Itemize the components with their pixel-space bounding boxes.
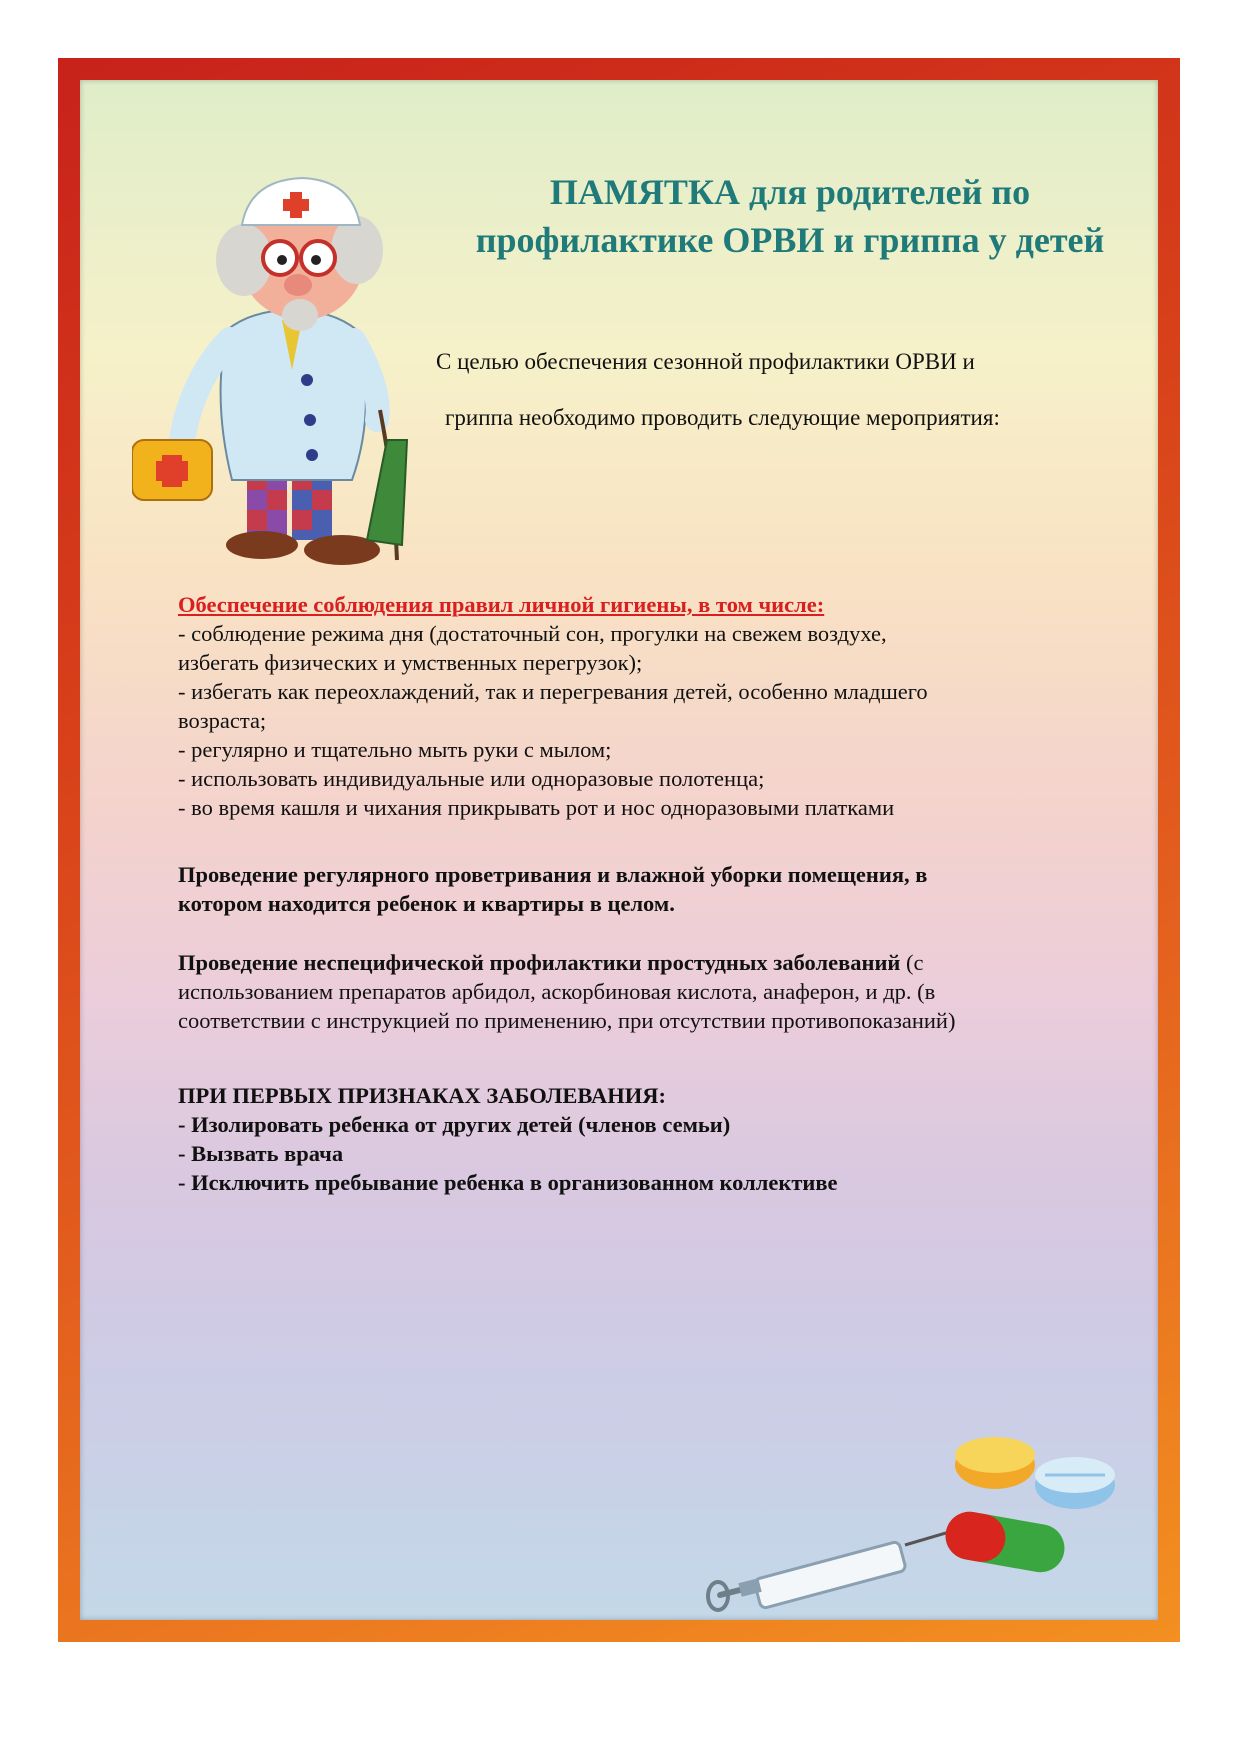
- main-content: [178, 590, 1168, 1197]
- hygiene-heading: Обеспечение соблюдения правил личной гигиены, в том числе:: [178, 592, 825, 617]
- ventilation-line-2: котором находится ребенок и квартиры в целом.: [178, 891, 675, 916]
- doctor-legs: [226, 470, 380, 565]
- doctor-illustration: [132, 140, 432, 570]
- page-title: [410, 168, 1170, 264]
- tablet-blue-icon: [1035, 1457, 1115, 1509]
- list-item: - соблюдение режима дня (достаточный сон, прогулки на свежем воздухе,: [178, 621, 887, 646]
- first-signs-heading: ПРИ ПЕРВЫХ ПРИЗНАКАХ ЗАБОЛЕВАНИЯ:: [178, 1083, 666, 1108]
- list-item: - Изолировать ребенка от других детей (членов семьи): [178, 1112, 731, 1137]
- list-item: - избегать как переохлаждений, так и перегревания детей, особенно младшего: [178, 679, 928, 704]
- intro-text: [436, 340, 1176, 452]
- hygiene-section: [178, 590, 1168, 822]
- list-item: - Исключить пребывание ребенка в организованном коллективе: [178, 1170, 838, 1195]
- poster-panel: [80, 80, 1158, 1620]
- prevention-section: [178, 948, 1168, 1035]
- list-item: - использовать индивидуальные или одноразовые полотенца;: [178, 766, 765, 791]
- capsule-icon: [942, 1508, 1069, 1576]
- umbrella-icon: [367, 410, 407, 560]
- list-item: - Вызвать врача: [178, 1141, 344, 1166]
- pills-syringe-illustration: [700, 1420, 1160, 1650]
- title-line-2: профилактике ОРВИ и гриппа у детей: [475, 220, 1105, 260]
- list-item: избегать физических и умственных перегрузок);: [178, 650, 643, 675]
- prevention-heading: Проведение неспецифической профилактики простудных заболеваний: [178, 950, 901, 975]
- prevention-tail: (с: [900, 950, 924, 975]
- ventilation-section: [178, 860, 1168, 918]
- intro-line-1: С целью обеспечения сезонной профилактики ОРВИ и: [436, 349, 975, 374]
- first-signs-section: [178, 1081, 1168, 1197]
- ventilation-line-1: Проведение регулярного проветривания и влажной уборки помещения, в: [178, 862, 928, 887]
- list-item: - во время кашля и чихания прикрывать рот и нос одноразовыми платками: [178, 795, 895, 820]
- doctor-hat-icon: [242, 178, 360, 225]
- prevention-line-2: использованием препаратов арбидол, аскорбиновая кислота, анаферон, и др. (в: [178, 979, 936, 1004]
- list-item: возраста;: [178, 708, 267, 733]
- poster-frame: [58, 58, 1180, 1642]
- title-line-1: ПАМЯТКА для родителей по: [549, 172, 1031, 212]
- list-item: - регулярно и тщательно мыть руки с мылом;: [178, 737, 612, 762]
- intro-line-2: гриппа необходимо проводить следующие мероприятия:: [445, 405, 1000, 430]
- prevention-line-3: соответствии с инструкцией по применению, при отсутствии противопоказаний): [178, 1008, 956, 1033]
- medical-bag-icon: [132, 440, 212, 500]
- tablet-yellow-icon: [955, 1437, 1035, 1489]
